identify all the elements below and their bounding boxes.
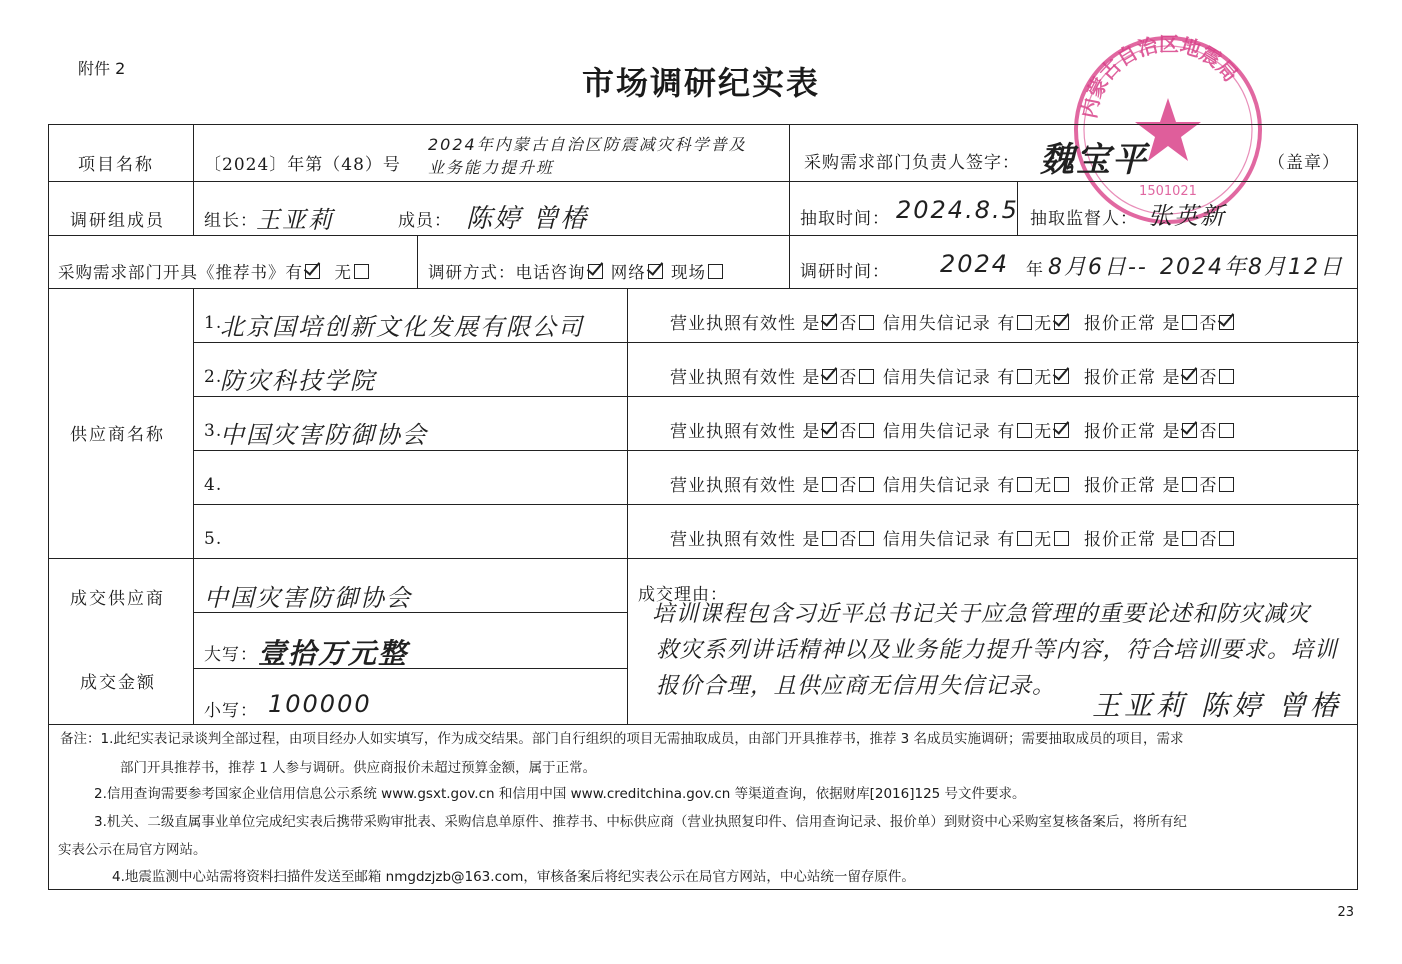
supplier-2-num: 2. xyxy=(204,367,223,387)
survey-year-unit: 年 xyxy=(1026,260,1044,280)
no-label: 否 xyxy=(839,422,858,442)
project-name-label: 项目名称 xyxy=(78,155,154,175)
no-label: 否 xyxy=(1199,476,1218,496)
yes-label: 是 xyxy=(1162,422,1181,442)
license-yes-checkbox[interactable] xyxy=(822,423,837,438)
suppliers-label: 供应商名称 xyxy=(70,425,165,445)
no-label: 否 xyxy=(1199,530,1218,550)
license-label: 营业执照有效性 xyxy=(670,422,796,442)
method-net-checkbox[interactable] xyxy=(648,264,663,279)
quote-no-checkbox[interactable] xyxy=(1219,477,1234,492)
survey-time-label: 调研时间： xyxy=(800,262,890,282)
members-label: 成员： xyxy=(398,211,452,231)
no-label: 否 xyxy=(839,476,858,496)
none-label: 无 xyxy=(1034,422,1053,442)
notes-line3b: 实表公示在局官方网站。 xyxy=(58,842,207,858)
yes-label: 是 xyxy=(802,368,821,388)
yes-label: 是 xyxy=(1162,314,1181,334)
have-label: 有 xyxy=(997,530,1016,550)
credit-none-checkbox[interactable] xyxy=(1054,315,1069,330)
leader-label: 组长： xyxy=(204,211,258,231)
yes-label: 是 xyxy=(802,422,821,442)
recommend-yes-checkbox[interactable] xyxy=(305,264,320,279)
have-label: 有 xyxy=(997,476,1016,496)
supplier-2-status xyxy=(670,363,1236,388)
members-names: 陈婷 曾椿 xyxy=(466,204,589,234)
supplier-1-status xyxy=(670,309,1236,334)
license-yes-checkbox[interactable] xyxy=(822,369,837,384)
attachment-label: 附件 2 xyxy=(78,59,126,78)
no-label: 否 xyxy=(1199,422,1218,442)
credit-have-checkbox[interactable] xyxy=(1017,477,1032,492)
page-title: 市场调研纪实表 xyxy=(581,64,820,102)
credit-label: 信用失信记录 xyxy=(882,422,991,442)
dept-head-signature: 魏宝平 xyxy=(1040,140,1148,180)
quote-yes-checkbox[interactable] xyxy=(1182,423,1197,438)
seal-label: （盖章） xyxy=(1268,153,1340,173)
draw-time-label: 抽取时间： xyxy=(800,209,890,229)
yes-label: 是 xyxy=(802,530,821,550)
none-label: 无 xyxy=(1034,530,1053,550)
draw-time-value: 2024.8.5 xyxy=(896,196,1019,224)
notes-line3: 3.机关、二级直属事业单位完成纪实表后携带采购审批表、采购信息单原件、推荐书、中标供应商（营业执照复印件、信用查询记录、报价单）到财资中心采购室复核备案后，将所有纪 xyxy=(94,814,1187,830)
deal-reason-label: 成交理由： xyxy=(638,585,728,605)
amount-upper-value: 壹拾万元整 xyxy=(258,637,409,670)
deal-supplier-label: 成交供应商 xyxy=(70,589,165,609)
svg-text:内蒙古自治区地震局 xyxy=(1077,32,1243,120)
license-label: 营业执照有效性 xyxy=(670,368,796,388)
none-label: 无 xyxy=(1034,314,1053,334)
survey-year: 2024 xyxy=(940,250,1010,278)
yes-label: 是 xyxy=(1162,530,1181,550)
recommend-no-checkbox[interactable] xyxy=(354,264,369,279)
seal-text: 内蒙古自治区地震局 xyxy=(1076,32,1243,121)
license-yes-checkbox[interactable] xyxy=(822,477,837,492)
survey-team-label: 调研组成员 xyxy=(70,211,165,231)
credit-none-checkbox[interactable] xyxy=(1054,423,1069,438)
credit-none-checkbox[interactable] xyxy=(1054,477,1069,492)
credit-have-checkbox[interactable] xyxy=(1017,369,1032,384)
quote-label: 报价正常 xyxy=(1084,530,1157,550)
method-site-checkbox[interactable] xyxy=(708,264,723,279)
quote-no-checkbox[interactable] xyxy=(1219,531,1234,546)
license-no-checkbox[interactable] xyxy=(859,477,874,492)
notes-line2: 2.信用查询需要参考国家企业信用信息公示系统 www.gsxt.gov.cn 和信用中国 www.creditchina.gov.cn 等渠道查询，依据财库[2016]125 号文件要求。 xyxy=(94,786,1026,802)
license-label: 营业执照有效性 xyxy=(670,530,796,550)
deal-reason-line1: 培训课程包含习近平总书记关于应急管理的重要论述和防灾减灾 xyxy=(652,601,1311,627)
have-label: 有 xyxy=(997,422,1016,442)
recommend-label: 采购需求部门开具《推荐书》有 xyxy=(58,263,303,282)
supplier-3-num: 3. xyxy=(204,421,223,441)
deal-supplier-name: 中国灾害防御协会 xyxy=(204,584,412,612)
quote-yes-checkbox[interactable] xyxy=(1182,531,1197,546)
deal-amount-label: 成交金额 xyxy=(80,673,156,693)
quote-yes-checkbox[interactable] xyxy=(1182,477,1197,492)
project-name-line1: 2024年内蒙古自治区防震减灾科学普及 xyxy=(428,135,747,154)
survey-method-row xyxy=(428,259,725,283)
supplier-4-num: 4. xyxy=(204,475,223,495)
quote-yes-checkbox[interactable] xyxy=(1182,315,1197,330)
method-net-label: 网络 xyxy=(610,263,646,282)
project-number: 〔2024〕年第（48）号 xyxy=(204,155,401,175)
quote-no-checkbox[interactable] xyxy=(1219,369,1234,384)
supplier-5-status xyxy=(670,525,1236,550)
credit-have-checkbox[interactable] xyxy=(1017,531,1032,546)
have-label: 有 xyxy=(997,368,1016,388)
quote-label: 报价正常 xyxy=(1084,476,1157,496)
amount-lower-value: 100000 xyxy=(268,690,372,718)
recommend-row xyxy=(58,259,371,283)
quote-no-checkbox[interactable] xyxy=(1219,315,1234,330)
survey-to: 2024年8月12日 xyxy=(1160,255,1344,280)
no-label: 否 xyxy=(1199,314,1218,334)
yes-label: 是 xyxy=(1162,368,1181,388)
license-label: 营业执照有效性 xyxy=(670,476,796,496)
credit-label: 信用失信记录 xyxy=(882,530,991,550)
method-label: 调研方式：电话咨询 xyxy=(428,263,586,282)
method-phone-checkbox[interactable] xyxy=(588,264,603,279)
notes-line4: 4.地震监测中心站需将资料扫描件发送至邮箱 nmgdzjzb@163.com，审核备案后将纪实表公示在局官方网站，中心站统一留存原件。 xyxy=(112,869,915,885)
amount-upper-label: 大写： xyxy=(204,645,258,665)
survey-from: 8月6日-- xyxy=(1048,255,1148,280)
license-no-checkbox[interactable] xyxy=(859,423,874,438)
quote-label: 报价正常 xyxy=(1084,368,1157,388)
recommend-no-label: 无 xyxy=(334,263,352,282)
credit-label: 信用失信记录 xyxy=(882,314,991,334)
supplier-1-name: 北京国培创新文化发展有限公司 xyxy=(220,313,584,341)
project-name-line2: 业务能力提升班 xyxy=(428,158,555,177)
yes-label: 是 xyxy=(802,476,821,496)
yes-label: 是 xyxy=(802,314,821,334)
supplier-2-name: 防灾科技学院 xyxy=(220,367,376,395)
credit-none-checkbox[interactable] xyxy=(1054,531,1069,546)
credit-have-checkbox[interactable] xyxy=(1017,315,1032,330)
no-label: 否 xyxy=(839,314,858,334)
license-label: 营业执照有效性 xyxy=(670,314,796,334)
supervisor-name: 张英新 xyxy=(1148,202,1226,230)
quote-yes-checkbox[interactable] xyxy=(1182,369,1197,384)
credit-label: 信用失信记录 xyxy=(882,368,991,388)
supplier-4-status xyxy=(670,471,1236,496)
none-label: 无 xyxy=(1034,476,1053,496)
deal-reason-signatures: 王亚莉 陈婷 曾椿 xyxy=(1092,689,1342,722)
supplier-5-num: 5. xyxy=(204,529,223,549)
method-site-label: 现场 xyxy=(671,263,706,282)
supplier-1-num: 1. xyxy=(204,313,223,333)
license-no-checkbox[interactable] xyxy=(859,369,874,384)
notes-line1b: 部门开具推荐书，推荐 1 人参与调研。供应商报价未超过预算金额，属于正常。 xyxy=(120,760,597,776)
seal-code: 1501021 xyxy=(1139,184,1197,199)
leader-name: 王亚莉 xyxy=(256,206,334,234)
credit-have-checkbox[interactable] xyxy=(1017,423,1032,438)
deal-reason-line3: 报价合理，且供应商无信用失信记录。 xyxy=(656,673,1056,699)
license-yes-checkbox[interactable] xyxy=(822,315,837,330)
license-yes-checkbox[interactable] xyxy=(822,531,837,546)
none-label: 无 xyxy=(1034,368,1053,388)
have-label: 有 xyxy=(997,314,1016,334)
page-number: 23 xyxy=(1337,905,1354,920)
supplier-3-name: 中国灾害防御协会 xyxy=(220,421,428,449)
notes-line1: 备注：1.此纪实表记录谈判全部过程，由项目经办人如实填写，作为成交结果。部门自行组织的项目无需抽取成员，由部门开具推荐书，推荐 3 名成员实施调研；需要抽取成员的项目，需求 xyxy=(60,731,1184,747)
deal-reason-line2: 救灾系列讲话精神以及业务能力提升等内容，符合培训要求。培训 xyxy=(656,637,1338,663)
license-no-checkbox[interactable] xyxy=(859,315,874,330)
amount-lower-label: 小写： xyxy=(204,701,258,721)
supervisor-label: 抽取监督人： xyxy=(1030,209,1138,229)
license-no-checkbox[interactable] xyxy=(859,531,874,546)
credit-none-checkbox[interactable] xyxy=(1054,369,1069,384)
quote-no-checkbox[interactable] xyxy=(1219,423,1234,438)
supplier-3-status xyxy=(670,417,1236,442)
credit-label: 信用失信记录 xyxy=(882,476,991,496)
quote-label: 报价正常 xyxy=(1084,422,1157,442)
dept-head-sign-label: 采购需求部门负责人签字： xyxy=(804,153,1020,173)
no-label: 否 xyxy=(839,530,858,550)
yes-label: 是 xyxy=(1162,476,1181,496)
no-label: 否 xyxy=(839,368,858,388)
no-label: 否 xyxy=(1199,368,1218,388)
quote-label: 报价正常 xyxy=(1084,314,1157,334)
